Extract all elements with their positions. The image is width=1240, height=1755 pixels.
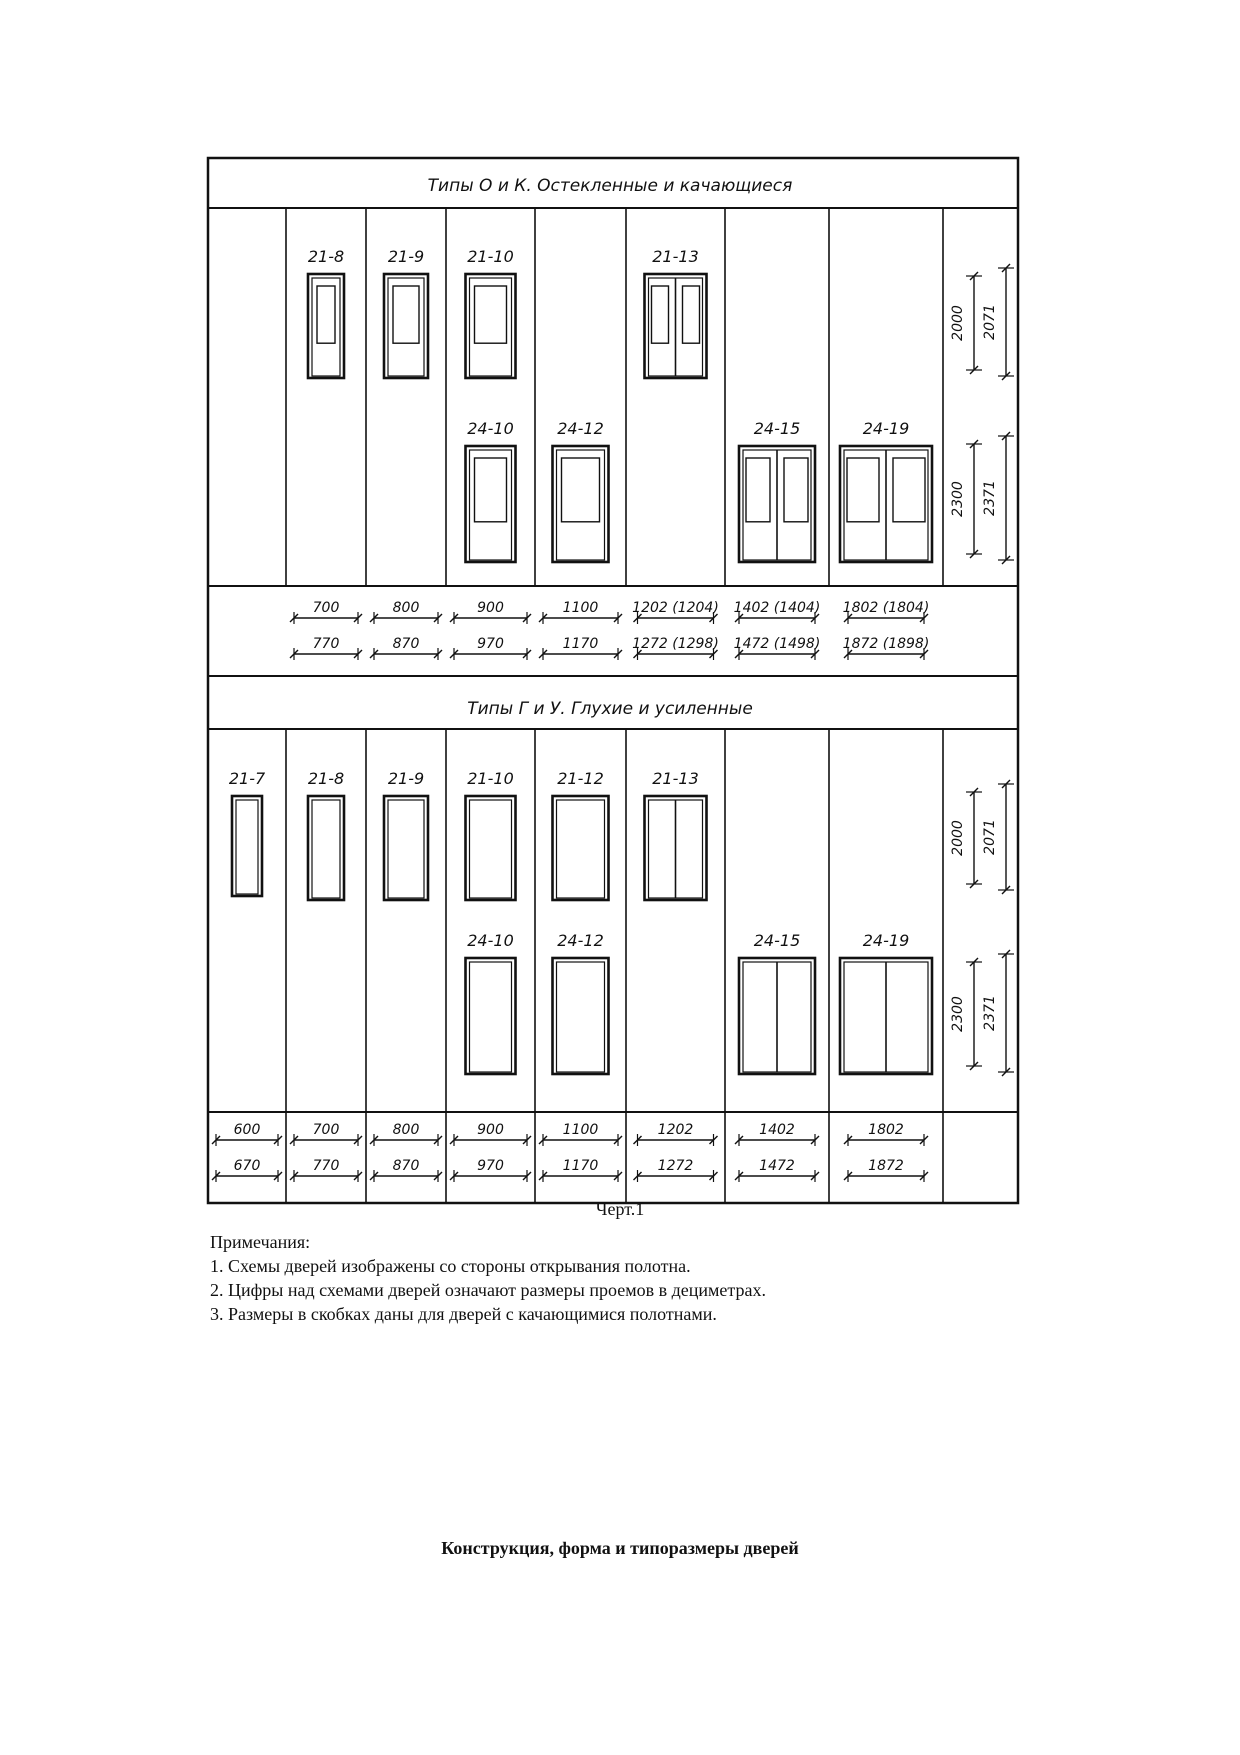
glazing-panel [683, 286, 700, 343]
door-leaf [312, 278, 340, 376]
door-type-label: 24-15 [753, 419, 801, 438]
door-scheme [645, 796, 707, 900]
door-leaf [470, 450, 512, 560]
door-scheme [739, 446, 815, 562]
door-frame [384, 796, 428, 900]
width-outer-value: 670 [233, 1158, 261, 1174]
door-scheme [739, 958, 815, 1074]
door-scheme [308, 796, 344, 900]
glazing-panel [847, 458, 879, 522]
width-inner-value: 1202 (1204) [632, 600, 719, 616]
drawing-frame [208, 158, 1018, 1203]
door-scheme [553, 446, 609, 562]
glazing-panel [393, 286, 419, 343]
door-type-label: 21-10 [467, 247, 514, 266]
door-frame [308, 796, 344, 900]
width-inner-value: 1402 (1404) [733, 600, 821, 616]
door-scheme [840, 958, 932, 1074]
width-inner-value: 1802 (1804) [842, 600, 930, 616]
width-inner-value: 1402 [759, 1122, 795, 1138]
glazing-panel [746, 458, 770, 522]
door-scheme [466, 796, 516, 900]
door-scheme [384, 796, 428, 900]
door-scheme [308, 274, 344, 378]
door-frame [466, 274, 516, 378]
width-outer-value: 1272 [657, 1158, 694, 1174]
width-inner-value: 900 [477, 1122, 504, 1138]
width-outer-value: 970 [477, 1158, 504, 1174]
door-scheme [553, 796, 609, 900]
door-type-label: 21-9 [387, 247, 425, 266]
height-outer-value: 2071 [982, 819, 998, 855]
width-outer-value: 1170 [562, 636, 599, 652]
door-type-label: 21-12 [557, 769, 604, 788]
note-item: 1. Схемы дверей изображены со стороны открывания полотна. [210, 1256, 691, 1276]
width-outer-value: 1272 (1298) [632, 636, 719, 652]
door-scheme [553, 958, 609, 1074]
door-leaf [470, 800, 512, 898]
width-outer-value: 870 [392, 1158, 420, 1174]
width-outer-value: 870 [392, 636, 420, 652]
note-item: 3. Размеры в скобках даны для дверей с качающимися полотнами. [210, 1304, 717, 1324]
width-inner-value: 900 [477, 600, 504, 616]
glazing-panel [562, 458, 600, 522]
width-outer-value: 1872 [868, 1158, 904, 1174]
height-inner-value: 2300 [950, 481, 966, 517]
door-type-label: 21-8 [307, 247, 345, 266]
width-outer-value: 1472 (1498) [733, 636, 821, 652]
width-outer-value: 770 [312, 1158, 340, 1174]
door-leaf [470, 278, 512, 376]
door-frame [384, 274, 428, 378]
width-inner-value: 1202 [657, 1122, 694, 1138]
door-leaf [470, 962, 512, 1072]
door-type-label: 24-10 [467, 931, 514, 950]
door-type-label: 21-13 [652, 247, 699, 266]
width-inner-value: 1100 [562, 1122, 599, 1138]
door-scheme [384, 274, 428, 378]
width-inner-value: 600 [233, 1122, 261, 1138]
height-inner-value: 2000 [950, 305, 966, 341]
height-outer-value: 2371 [982, 995, 998, 1031]
door-leaf [557, 800, 605, 898]
note-item: 2. Цифры над схемами дверей означают размеры проемов в дециметрах. [210, 1280, 766, 1300]
door-frame [466, 796, 516, 900]
width-inner-value: 1100 [562, 600, 599, 616]
door-type-label: 24-12 [557, 931, 604, 950]
notes-heading: Примечания: [210, 1232, 311, 1252]
door-type-label: 21-10 [467, 769, 514, 788]
door-type-label: 24-15 [753, 931, 801, 950]
width-outer-value: 1872 (1898) [842, 636, 930, 652]
section-glazed-title: Типы О и К. Остекленные и качающиеся [427, 176, 793, 196]
glazing-panel [652, 286, 669, 343]
figure-caption: Черт.1 [595, 1199, 645, 1219]
width-inner-value: 800 [392, 600, 420, 616]
width-inner-value: 1802 [868, 1122, 904, 1138]
glazing-panel [317, 286, 335, 343]
door-type-label: 21-7 [228, 769, 266, 788]
door-scheme [466, 274, 516, 378]
section-heading: Конструкция, форма и типоразмеры дверей [441, 1538, 799, 1558]
door-leaf [557, 962, 605, 1072]
door-leaf [312, 800, 340, 898]
door-type-label: 24-10 [467, 419, 514, 438]
section-blind-title: Типы Г и У. Глухие и усиленные [467, 699, 753, 719]
door-scheme [645, 274, 707, 378]
door-scheme [466, 446, 516, 562]
door-leaf [557, 450, 605, 560]
width-outer-value: 1170 [562, 1158, 599, 1174]
glazing-panel [475, 458, 507, 522]
height-outer-value: 2071 [982, 304, 998, 340]
door-frame [553, 796, 609, 900]
door-scheme [232, 796, 262, 896]
door-frame [466, 446, 516, 562]
glazing-panel [475, 286, 507, 343]
width-inner-value: 700 [312, 600, 340, 616]
door-leaf [236, 800, 258, 894]
door-leaf [388, 800, 424, 898]
glazing-panel [893, 458, 925, 522]
door-type-label: 21-8 [307, 769, 345, 788]
height-outer-value: 2371 [982, 480, 998, 516]
height-inner-value: 2000 [950, 820, 966, 856]
door-type-label: 21-13 [652, 769, 699, 788]
door-scheme [466, 958, 516, 1074]
height-inner-value: 2300 [950, 996, 966, 1032]
door-frame [308, 274, 344, 378]
door-frame [553, 958, 609, 1074]
width-inner-value: 700 [312, 1122, 340, 1138]
door-type-label: 24-19 [862, 419, 910, 438]
width-outer-value: 770 [312, 636, 340, 652]
width-outer-value: 970 [477, 636, 504, 652]
door-type-label: 21-9 [387, 769, 425, 788]
door-type-label: 24-19 [862, 931, 910, 950]
width-outer-value: 1472 [759, 1158, 795, 1174]
width-inner-value: 800 [392, 1122, 420, 1138]
glazing-panel [784, 458, 808, 522]
door-scheme [840, 446, 932, 562]
door-type-label: 24-12 [557, 419, 604, 438]
door-frame [466, 958, 516, 1074]
